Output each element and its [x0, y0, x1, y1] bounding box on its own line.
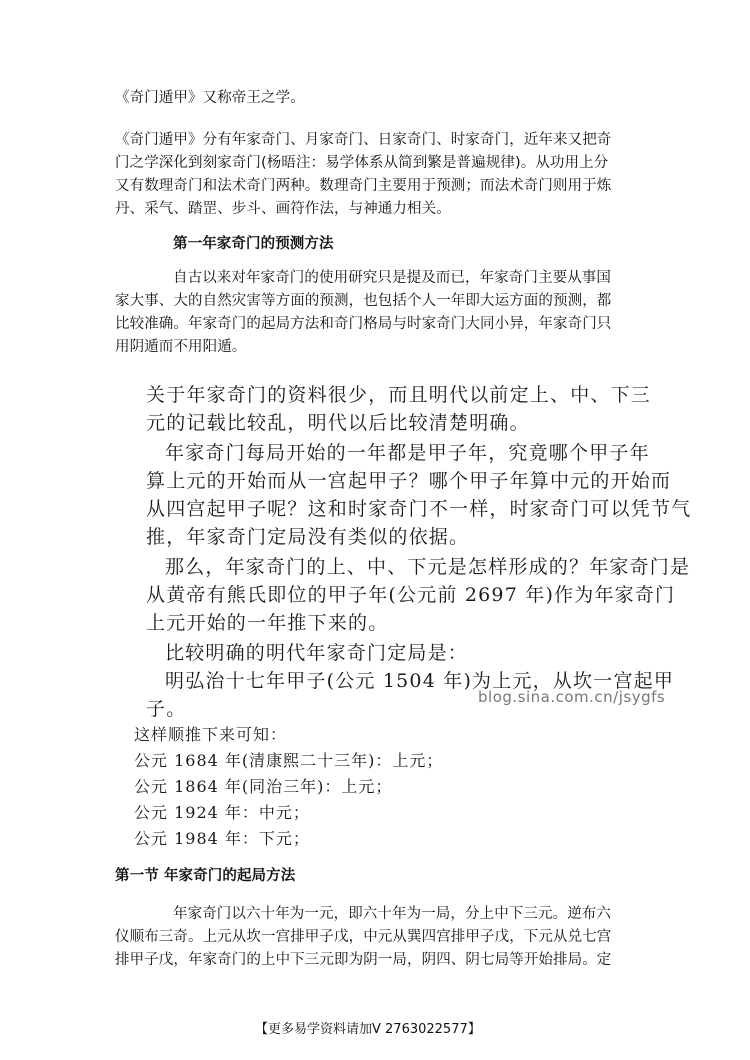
scan-line-8: 从黄帝有熊氏即位的甲子年(公元前 2697 年)作为年家奇门: [146, 584, 676, 606]
scan2-line-5: 公元 1984 年：下元；: [134, 829, 310, 848]
para2-line-3: 比较准确。年家奇门的起局方法和奇门格局与时家奇门大同小异，年家奇门只: [115, 316, 612, 332]
scan-line-9: 上元开始的一年推下来的。: [146, 612, 389, 634]
scan-line-10: 比较明确的明代年家奇门定局是：: [165, 642, 469, 664]
scan-line-5: 从四宫起甲子呢？这和时家奇门不一样，时家奇门可以凭节气: [146, 498, 692, 520]
para1-line-2: 门之学深化到刻家奇门(杨晤注：易学体系从简到繁是普遍规律)。从功用上分: [115, 155, 609, 171]
para2-line-4: 用阴遁而不用阳遁。: [115, 339, 247, 355]
para1-line-4: 丹、采气、踏罡、步斗、画符作法，与神通力相关。: [115, 201, 451, 217]
section-heading-2: 第一节 年家奇门的起局方法: [115, 868, 296, 884]
para2-line-2: 家大事、大的自然灾害等方面的预测，也包括个人一年即大运方面的预测，都: [115, 293, 612, 309]
section-heading-1: 第一年家奇门的预测方法: [173, 236, 334, 252]
scan-line-2: 元的记载比较乱，明代以后比较清楚明确。: [146, 412, 530, 434]
scan-line-12: 子。: [146, 698, 187, 720]
para3-line-2: 仪顺布三奇。上元从坎一宫排甲子戊，中元从巽四宫排甲子戊，下元从兑七宫: [115, 929, 612, 945]
scan2-line-1: 这样顺推下来可知：: [134, 725, 288, 744]
scan2-line-4: 公元 1924 年：中元；: [134, 803, 310, 822]
intro-line: 《奇门遁甲》又称帝王之学。: [115, 90, 305, 106]
scan2-line-3: 公元 1864 年(同治三年)：上元；: [134, 777, 393, 796]
scan-line-4: 算上元的开始而从一宫起甲子？哪个甲子年算中元的开始而: [146, 470, 672, 492]
footer-contact: 【更多易学资料请加V 2763022577】: [255, 1022, 481, 1037]
para1-line-1: 《奇门遁甲》分有年家奇门、月家奇门、日家奇门、时家奇门，近年来又把奇: [115, 132, 612, 148]
para3-line-3: 排甲子戊，年家奇门的上中下三元即为阴一局，阴四、阴七局等开始排局。定: [115, 952, 612, 968]
para2-line-1: 自古以来对年家奇门的使用研究只是提及而已，年家奇门主要从事国: [173, 270, 611, 286]
scan-line-3: 年家奇门每局开始的一年都是甲子年，究竟哪个甲子年: [165, 442, 650, 464]
scan-line-6: 推，年家奇门定局没有类似的依据。: [146, 526, 470, 548]
para1-line-3: 又有数理奇门和法术奇门两种。数理奇门主要用于预测；而法术奇门则用于炼: [115, 178, 612, 194]
scan-line-7: 那么，年家奇门的上、中、下元是怎样形成的？年家奇门是: [165, 556, 691, 578]
watermark-text: blog.sina.com.cn/jsygfs: [478, 688, 666, 706]
scan2-line-2: 公元 1684 年(清康熙二十三年)：上元；: [134, 751, 444, 770]
para3-line-1: 年家奇门以六十年为一元，即六十年为一局，分上中下三元。逆布六: [173, 906, 611, 922]
scan-line-1: 关于年家奇门的资料很少，而且明代以前定上、中、下三: [146, 384, 652, 406]
scan-line-11: 明弘治十七年甲子(公元 1504 年)为上元，从坎一宫起甲: [165, 670, 675, 692]
